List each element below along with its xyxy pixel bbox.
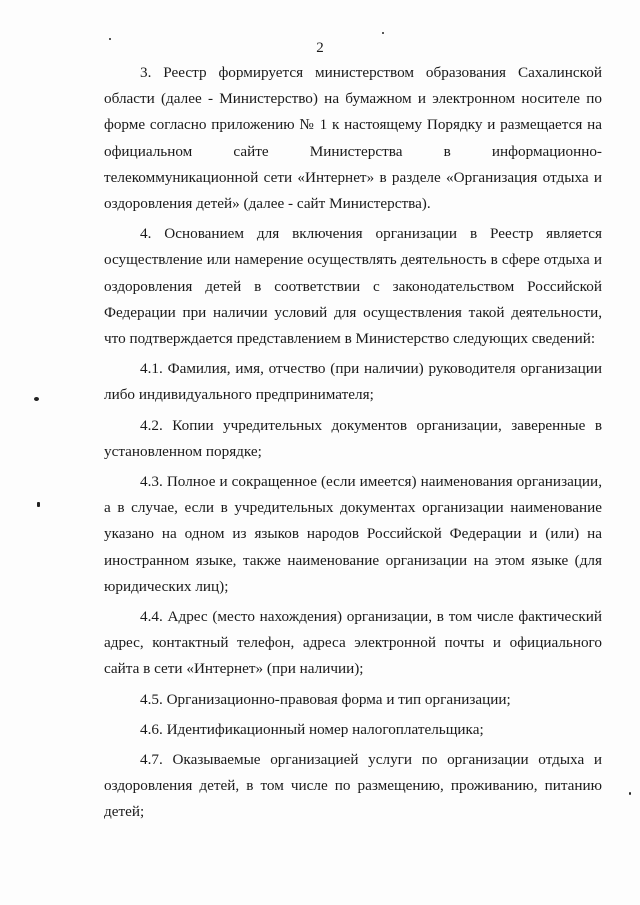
paragraph-4-7-services: 4.7. Оказываемые организацией услуги по организации отдыха и оздоровления детей, в том числе по размещению, проживанию, питанию детей;: [104, 751, 602, 821]
scan-speck: [37, 502, 40, 507]
paragraph-4-6-taxpayer-number: 4.6. Идентификационный номер налогоплательщика;: [140, 720, 484, 738]
paragraph-3-registry-formation: 3. Реестр формируется министерством образования Сахалинской области (далее - Министерство) на бумажном и электронном носителе по форме согласно приложению № 1 к настоящему Порядку и размещается на официальном сайте Министерства в информационно-телекоммуникационной сети «Интернет» в разделе «Организация отдыха и оздоровления детей» (далее - сайт Министерства).: [104, 64, 602, 213]
paragraph-4-3-organization-names: 4.3. Полное и сокращенное (если имеется) наименования организации, а в случае, если в учредительных документах организации наименование указано на одном из языков народов Российской Федерации и (или) на иностранном языке, также наименование организации на этом языке (для юридических лиц);: [104, 473, 602, 595]
document-body: [104, 60, 602, 826]
paragraph-4-5-legal-form: 4.5. Организационно-правовая форма и тип организации;: [140, 690, 511, 708]
page-number: 2: [316, 40, 324, 56]
paragraph-4-1-manager-name: 4.1. Фамилия, имя, отчество (при наличии) руководителя организации либо индивидуального предпринимателя;: [104, 360, 602, 404]
scan-speck: [34, 397, 39, 401]
scan-speck: [109, 38, 111, 40]
paragraph-4-2-founding-documents: 4.2. Копии учредительных документов организации, заверенные в установленном порядке;: [104, 416, 602, 460]
scan-speck: [382, 32, 384, 34]
paragraph-4-4-address-contacts: 4.4. Адрес (место нахождения) организации, в том числе фактический адрес, контактный телефон, адреса электронной почты и официального сайта в сети «Интернет» (при наличии);: [104, 608, 602, 678]
paragraph-4-inclusion-basis: 4. Основанием для включения организации в Реестр является осуществление или намерение осуществлять деятельность в сфере отдыха и оздоровления детей в соответствии с законодательством Российской Федерации при наличии условий для осуществления такой деятельности, что подтверждается представлением в Министерство следующих сведений:: [104, 225, 602, 348]
scan-speck: [629, 792, 631, 795]
